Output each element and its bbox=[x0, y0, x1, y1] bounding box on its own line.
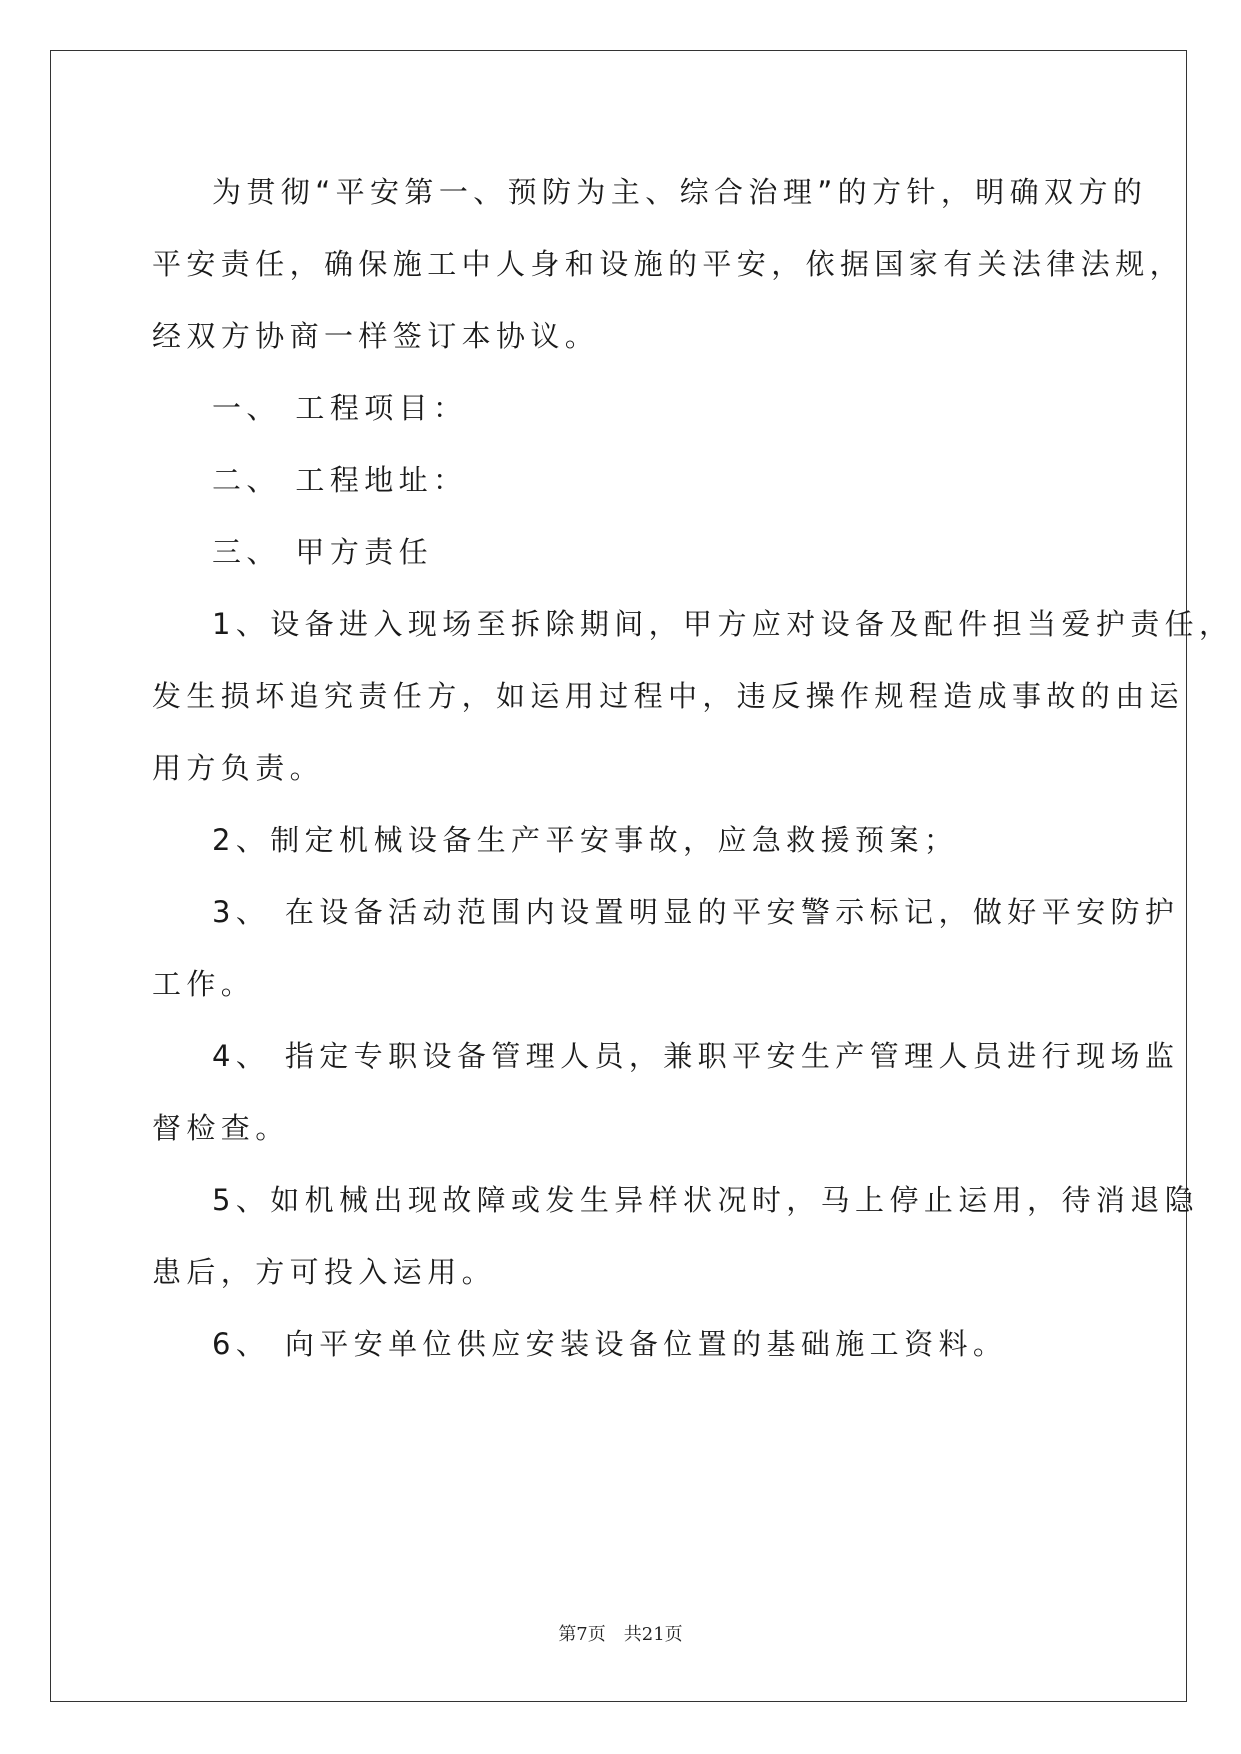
section-heading-address: 二、 工程地址： bbox=[212, 463, 468, 497]
paragraph-intro-line-1: 为贯彻“平安第一、预防为主、综合治理”的方针，明确双方的 bbox=[212, 175, 1148, 209]
page-number: 第7页 bbox=[558, 1624, 606, 1645]
item-1-line-3: 用方负责。 bbox=[152, 751, 325, 785]
section-heading-project: 一、 工程项目： bbox=[212, 391, 468, 425]
item-4-line-1: 4、 指定专职设备管理人员，兼职平安生产管理人员进行现场监 bbox=[212, 1039, 1180, 1073]
item-4-line-2: 督检查。 bbox=[152, 1111, 290, 1145]
item-5-line-1: 5、如机械出现故障或发生异样状况时，马上停止运用，待消退隐 bbox=[212, 1183, 1200, 1217]
page-footer bbox=[0, 1620, 1241, 1646]
section-heading-party-a: 三、 甲方责任 bbox=[212, 535, 434, 569]
paragraph-intro-line-3: 经双方协商一样签订本协议。 bbox=[152, 319, 600, 353]
page-border bbox=[50, 50, 1187, 1702]
item-3-line-1: 3、 在设备活动范围内设置明显的平安警示标记，做好平安防护 bbox=[212, 895, 1180, 929]
item-6-line-1: 6、 向平安单位供应安装设备位置的基础施工资料。 bbox=[212, 1327, 1008, 1361]
item-5-line-2: 患后，方可投入运用。 bbox=[152, 1255, 497, 1289]
item-1-line-1: 1、设备进入现场至拆除期间，甲方应对设备及配件担当爱护责任， bbox=[212, 607, 1234, 641]
item-3-line-2: 工作。 bbox=[152, 967, 256, 1001]
item-1-line-2: 发生损坏追究责任方，如运用过程中，违反操作规程造成事故的由运 bbox=[152, 679, 1185, 713]
paragraph-intro-line-2: 平安责任，确保施工中人身和设施的平安，依据国家有关法律法规， bbox=[152, 247, 1185, 281]
item-2-line-1: 2、制定机械设备生产平安事故，应急救援预案； bbox=[212, 823, 959, 857]
page-total: 共21页 bbox=[623, 1624, 683, 1645]
